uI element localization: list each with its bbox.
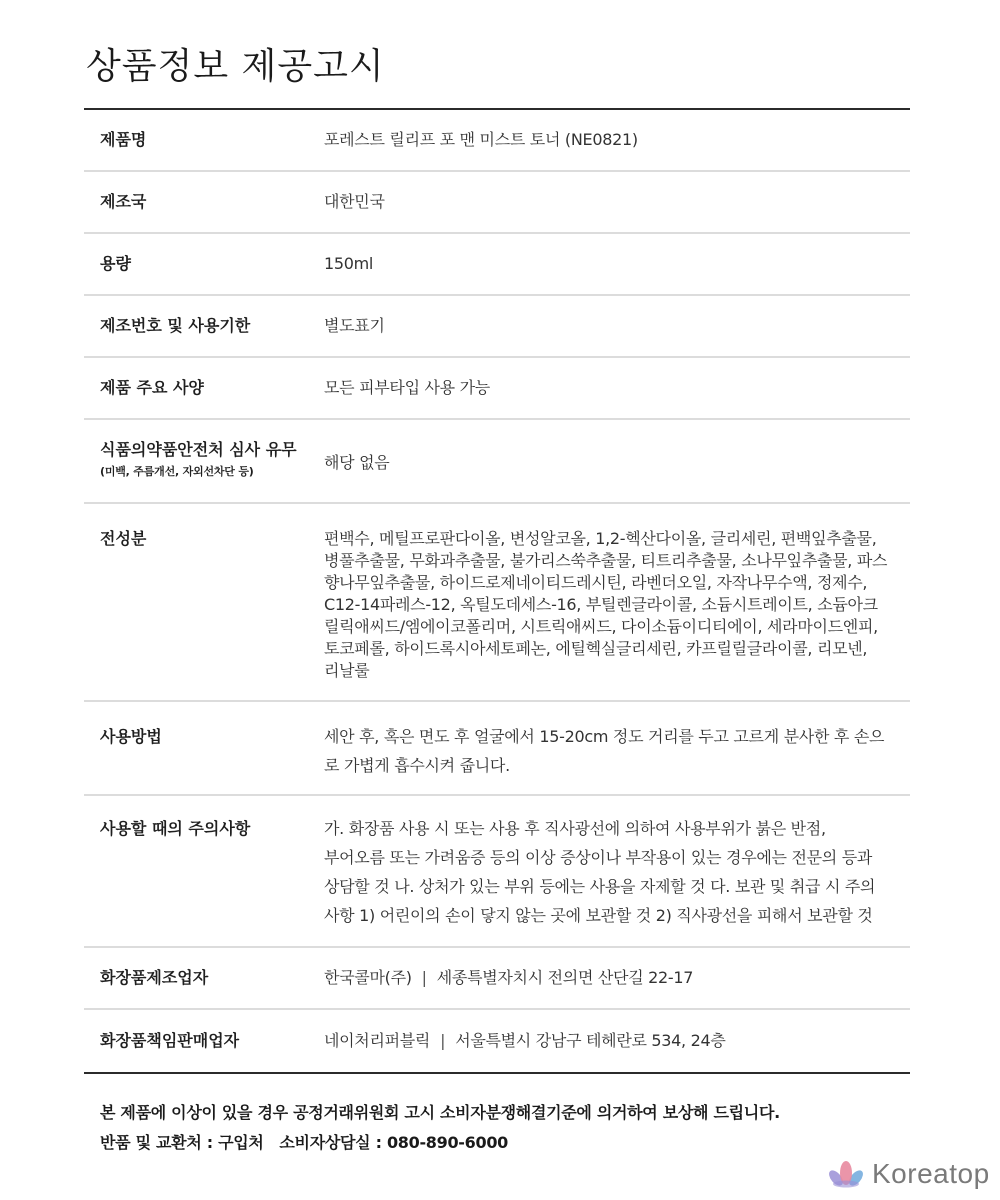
company-name: 한국콜마(주) bbox=[324, 968, 412, 987]
row-value: 150ml bbox=[324, 254, 374, 273]
row-value: 포레스트 릴리프 포 맨 미스트 토너 (NE0821) bbox=[324, 130, 638, 149]
separator: | bbox=[421, 968, 427, 987]
row-label: 제조번호 및 사용기한 bbox=[100, 316, 251, 335]
row-label: 용량 bbox=[100, 254, 131, 273]
text-line: 릴릭애씨드/엠에이코폴리머, 시트릭애씨드, 다이소듐이디티에이, 세라마이드엔피, bbox=[324, 617, 878, 636]
koreatop-logo bbox=[826, 1156, 990, 1192]
row-value bbox=[324, 1030, 910, 1052]
info-row-manufacturer bbox=[84, 948, 910, 1010]
row-value: 모든 피부타입 사용 가능 bbox=[324, 378, 490, 397]
info-row-usage bbox=[84, 702, 910, 796]
text-line: 가. 화장품 사용 시 또는 사용 후 직사광선에 의하여 사용부위가 붉은 반점, bbox=[324, 819, 826, 838]
company-name: 네이처리퍼블릭 bbox=[324, 1031, 431, 1050]
info-row-main-spec bbox=[84, 358, 910, 420]
company-address: 세종특별자치시 전의면 산단길 22-17 bbox=[436, 968, 694, 987]
ingredients-text bbox=[324, 528, 910, 682]
product-info-table bbox=[84, 108, 910, 1074]
row-value: 대한민국 bbox=[324, 192, 385, 211]
usage-text bbox=[324, 722, 910, 780]
page-title: 상품정보 제공고시 bbox=[86, 46, 385, 87]
row-label: 제조국 bbox=[100, 192, 147, 211]
row-value bbox=[324, 967, 910, 989]
text-line: 부어오름 또는 가려움증 등의 이상 증상이나 부작용이 있는 경우에는 전문의 등과 bbox=[324, 848, 873, 867]
separator: | bbox=[440, 1031, 446, 1050]
row-label-main: 식품의약품안전처 심사 유무 bbox=[100, 440, 297, 459]
info-row-caution bbox=[84, 796, 910, 948]
row-value: 해당 없음 bbox=[324, 452, 390, 472]
text-line: 편백수, 메틸프로판다이올, 변성알코올, 1,2-헥산다이올, 글리세린, 편백잎추출물, bbox=[324, 529, 877, 548]
text-line: 상담할 것 나. 상처가 있는 부위 등에는 사용을 자제할 것 다. 보관 및 취급 시 주의 bbox=[324, 877, 876, 896]
row-label-sub: (미백, 주름개선, 자외선차단 등) bbox=[100, 465, 254, 478]
row-label: 제품 주요 사양 bbox=[100, 378, 204, 397]
caution-text bbox=[324, 814, 910, 930]
text-line: 향나무잎추출물, 하이드로제네이티드레시틴, 라벤더오일, 자작나무수액, 정제수, bbox=[324, 573, 868, 592]
row-label: 화장품제조업자 bbox=[100, 968, 209, 987]
row-label: 제품명 bbox=[100, 130, 147, 149]
lotus-icon bbox=[826, 1159, 866, 1189]
text-line: 토코페롤, 하이드록시아세토페논, 에틸헥실글리세린, 카프릴릴글라이콜, 리모넨, bbox=[324, 639, 868, 658]
notice-line: 반품 및 교환처 : 구입처 소비자상담실 : 080-890-6000 bbox=[100, 1133, 508, 1152]
text-line: 리날룰 bbox=[324, 661, 370, 680]
row-label: 사용할 때의 주의사항 bbox=[100, 819, 251, 838]
text-line: 로 가볍게 흡수시켜 줍니다. bbox=[324, 756, 510, 775]
info-row-distributor bbox=[84, 1010, 910, 1072]
info-row-mfds-review bbox=[84, 420, 910, 504]
text-line: 세안 후, 혹은 면도 후 얼굴에서 15-20cm 정도 거리를 두고 고르게 분사한 후 손으 bbox=[324, 727, 885, 746]
text-line: C12-14파레스-12, 옥틸도데세스-16, 부틸렌글라이콜, 소듐시트레이트, 소듐아크 bbox=[324, 595, 878, 614]
info-row-volume bbox=[84, 234, 910, 296]
row-label: 사용방법 bbox=[100, 727, 162, 746]
row-value: 별도표기 bbox=[324, 316, 385, 335]
logo-text: Koreatop bbox=[872, 1158, 990, 1189]
info-row-product-name bbox=[84, 110, 910, 172]
row-label: 전성분 bbox=[100, 529, 147, 548]
info-row-lot-expiry bbox=[84, 296, 910, 358]
company-address: 서울특별시 강남구 테헤란로 534, 24층 bbox=[455, 1031, 726, 1050]
info-row-country bbox=[84, 172, 910, 234]
text-line: 사항 1) 어린이의 손이 닿지 않는 곳에 보관할 것 2) 직사광선을 피해서 보관할 것 bbox=[324, 906, 873, 925]
notice-line: 본 제품에 이상이 있을 경우 공정거래위원회 고시 소비자분쟁해결기준에 의거하여 보상해 드립니다. bbox=[100, 1103, 780, 1122]
info-row-ingredients bbox=[84, 504, 910, 702]
compensation-notice bbox=[100, 1098, 780, 1158]
text-line: 병풀추출물, 무화과추출물, 불가리스쑥추출물, 티트리추출물, 소나무잎추출물, 파스 bbox=[324, 551, 888, 570]
row-label: 화장품책임판매업자 bbox=[100, 1031, 240, 1050]
row-label bbox=[84, 440, 324, 482]
